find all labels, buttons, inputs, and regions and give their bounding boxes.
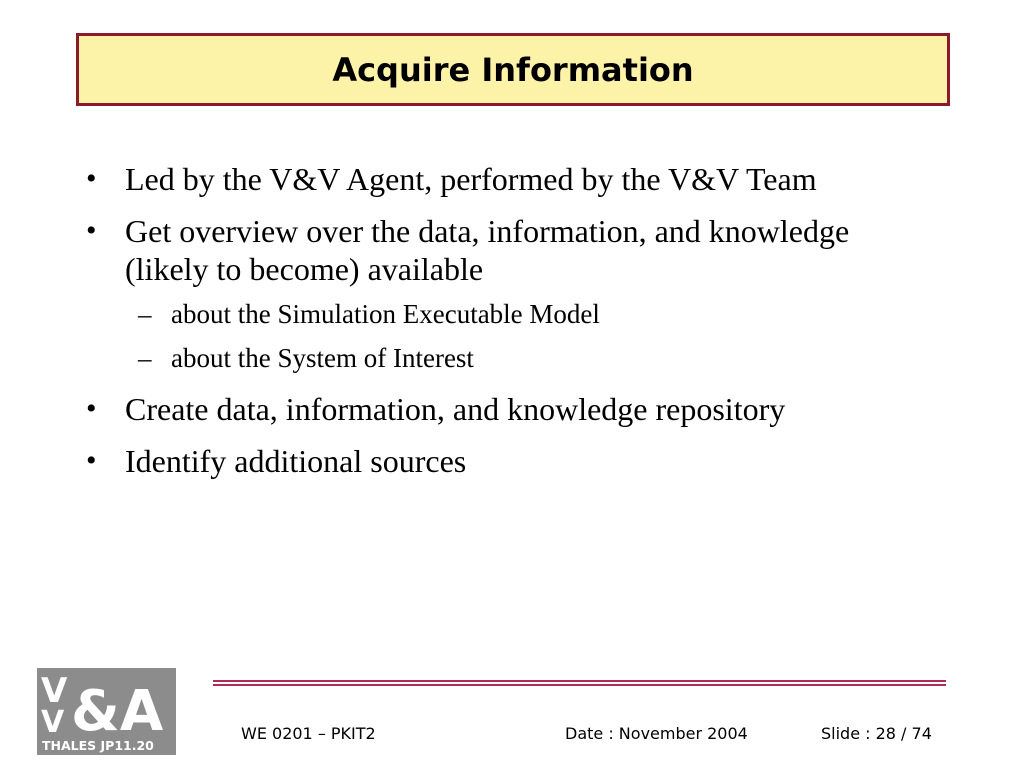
bullet-text: Led by the V&V Agent, performed by the V&V Team — [125, 161, 817, 197]
bullet-marker: • — [86, 392, 97, 425]
bullet-marker: • — [86, 162, 97, 195]
bullet-item — [86, 390, 926, 428]
logo-ampersand-a: &A — [71, 679, 164, 744]
footer-doc-id: WE 0201 – PKIT2 — [241, 724, 376, 743]
bullet-item — [86, 160, 926, 198]
vva-logo — [37, 668, 176, 755]
footer-slide-number: Slide : 28 / 74 — [821, 724, 932, 743]
footer-rule-top — [213, 680, 946, 682]
logo-letter-v-bottom: V — [41, 705, 65, 740]
bullet-text: Identify additional sources — [125, 443, 467, 479]
bullet-text: Create data, information, and knowledge repository — [125, 391, 786, 427]
bullet-marker: • — [86, 444, 97, 477]
bullet-item — [86, 442, 926, 480]
sub-bullet-marker: – — [138, 299, 152, 329]
slide-body — [86, 160, 926, 494]
slide-title: Acquire Information — [332, 50, 694, 89]
sub-bullet-item — [138, 298, 926, 330]
sub-bullet-text: about the Simulation Executable Model — [171, 299, 600, 329]
logo-caption: THALES JP11.20 — [42, 738, 154, 753]
bullet-text: Get overview over the data, information, and knowledge (likely to become) available — [125, 213, 850, 287]
bullet-item — [86, 212, 926, 288]
footer-rule-bottom — [213, 684, 946, 686]
logo-letter-v-top: V — [41, 671, 68, 711]
footer-divider — [213, 680, 946, 686]
slide-title-box — [76, 33, 950, 106]
sub-bullet-text: about the System of Interest — [171, 343, 474, 373]
sub-bullet-item — [138, 342, 926, 374]
sub-bullet-marker: – — [138, 343, 152, 373]
bullet-marker: • — [86, 214, 97, 247]
footer-date: Date : November 2004 — [565, 724, 748, 743]
